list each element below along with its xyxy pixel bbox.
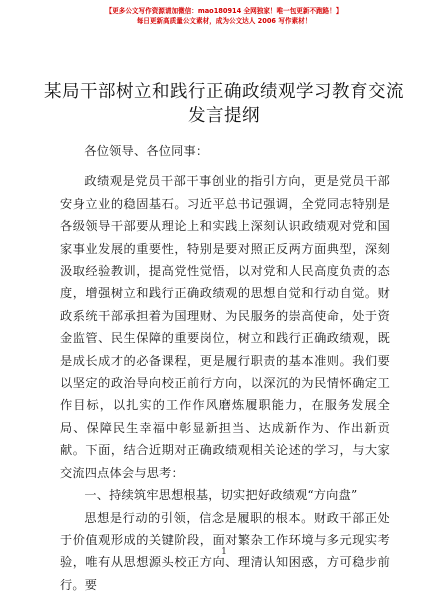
body-paragraph: 政绩观是党员干部干事创业的指引方向，更是党员干部安身立业的稳固基石。习近平总书记强调，全党同志特别是各级领导干部要从理论上和实践上深刻认识政绩观对党和国家事业发展的重要性，特别是要对照正反两方面典型，深刻汲取经验教训，提高党性觉悟，以对党和人民高度负责的态度，增强树立和践行正确政绩观的思想自觉和行动自觉。财政系统干部承担着为国理财、为民服务的崇高使命，处于资金监管、民生保障的重要岗位，树立和践行正确政绩观，既是成长成才的必备课程，更是履行职责的基本准则。我们要以坚定的政治导向校正前行方向，以深沉的为民情怀确定工作目标，以扎实的工作作风磨炼履职能力，在服务发展全局、保障民生幸福中彰显新担当、达成新作为、作出新贡献。下面，结合近期对正确政绩观相关论述的学习，与大家交流四点体会与思考： — [60, 170, 390, 484]
promo-banner-line1: 【更多公文写作资源请加微信：mao180914 全网独家！唯一包更新不跑路！】 — [0, 6, 448, 16]
promo-banner-line2: 每日更新高质量公文素材，成为公文达人 2006 写作素材！ — [0, 16, 448, 26]
section-heading: 一、持续筑牢思想根基，切实把好政绩观“方向盘” — [60, 484, 390, 506]
salutation: 各位领导、各位同事： — [60, 140, 390, 162]
page-number: 1 — [0, 547, 448, 557]
document-body — [60, 140, 390, 596]
document-title — [40, 80, 408, 128]
document-title-line1: 某局干部树立和践行正确政绩观学习教育交流 — [40, 80, 408, 104]
document-title-line2: 发言提纲 — [40, 104, 408, 128]
promo-banner — [0, 6, 448, 26]
body-paragraph: 思想是行动的引领，信念是履职的根本。财政干部正处于价值观形成的关键阶段，面对繁杂工作环境与多元现实考验，唯有从思想源头校正方向、理清认知困惑，方可稳步前行。要 — [60, 507, 390, 596]
